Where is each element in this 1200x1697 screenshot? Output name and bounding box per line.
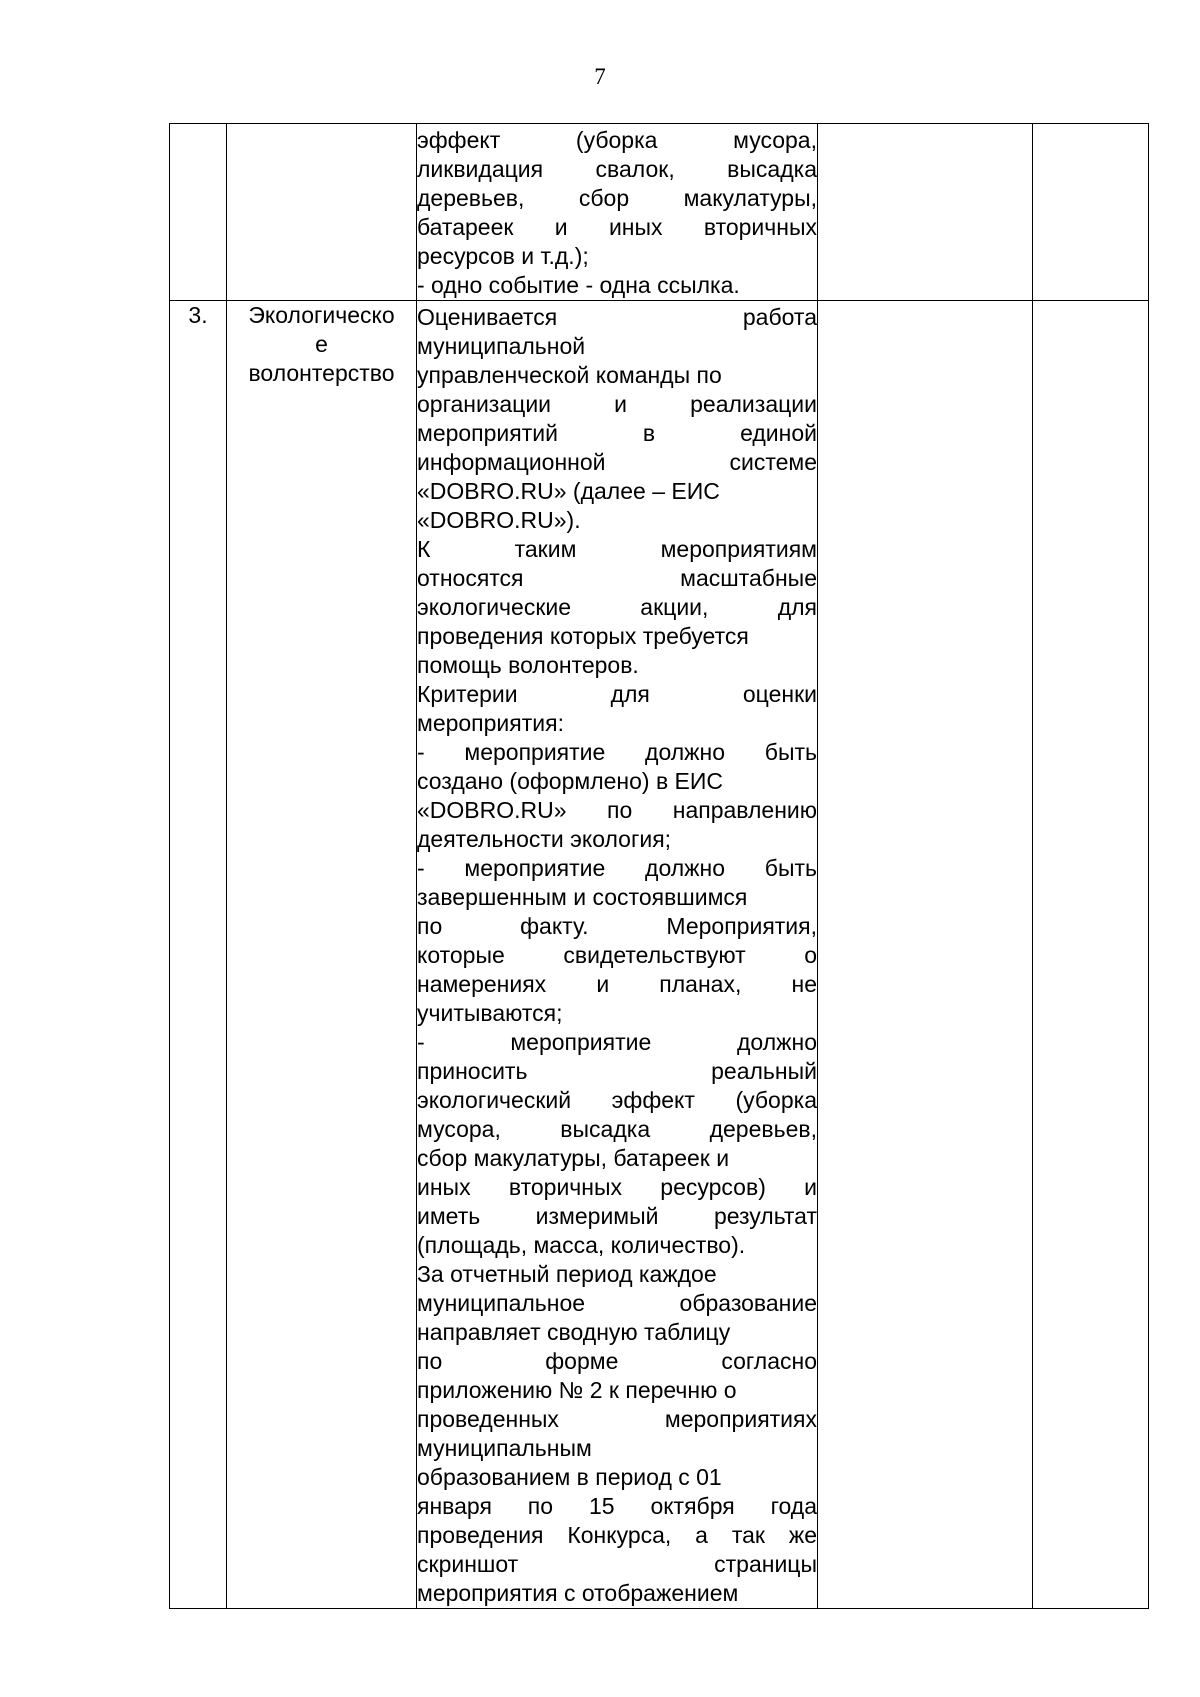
text-line: «DOBRO.RU»). xyxy=(417,507,581,533)
text-line: мусора, высадка деревьев, xyxy=(417,1116,817,1142)
row-number-cell xyxy=(170,124,227,301)
text-line: создано (оформлено) в ЕИС xyxy=(417,768,724,794)
row-name-cell xyxy=(227,124,417,301)
empty-cell xyxy=(818,301,1033,1609)
text-line: (площадь, масса, количество). xyxy=(417,1232,746,1258)
text-line: мероприятия с отображением xyxy=(417,1580,739,1606)
text-line: относятся масштабные xyxy=(417,565,817,591)
text-line: «DOBRO.RU» по направлению xyxy=(417,797,817,823)
text-line: муниципальным xyxy=(417,1435,592,1461)
row-name-cell xyxy=(227,301,417,1609)
text-line: приносить реальный xyxy=(417,1058,817,1084)
row-description-cell xyxy=(417,301,818,1609)
text-line: - одно событие - одна ссылка. xyxy=(417,272,740,298)
text-line: проведения которых требуется xyxy=(417,623,749,649)
row-description-cell xyxy=(417,124,818,301)
text-line: информационной системе xyxy=(417,449,817,475)
text-line: января по 15 октября года xyxy=(417,1493,817,1519)
empty-cell xyxy=(1033,301,1149,1609)
name-line: Экологическо xyxy=(248,302,395,328)
text-line: направляет сводную таблицу xyxy=(417,1319,731,1345)
text-line: мероприятий в единой xyxy=(417,420,817,446)
text-line: деятельности экология; xyxy=(417,826,672,852)
text-line: намерениях и планах, не xyxy=(417,971,817,997)
text-line: по факту. Мероприятия, xyxy=(417,913,817,939)
text-line: сбор макулатуры, батареек и xyxy=(417,1145,730,1171)
table-row-continuation xyxy=(170,124,1149,301)
text-line: учитываются; xyxy=(417,1000,563,1026)
text-line: мероприятия: xyxy=(417,710,564,736)
table-row-3 xyxy=(170,301,1149,1609)
text-line: проведения Конкурса, а так же xyxy=(417,1522,817,1548)
empty-cell xyxy=(1033,124,1149,301)
text-line: батареек и иных вторичных xyxy=(417,214,817,240)
text-line: ликвидация свалок, высадка xyxy=(417,156,817,182)
name-line: волонтерство xyxy=(248,360,395,386)
text-line: управленческой команды по xyxy=(417,362,722,388)
text-line: которые свидетельствуют о xyxy=(417,942,817,968)
text-line: - мероприятие должно быть xyxy=(417,739,817,765)
text-line: иных вторичных ресурсов) и xyxy=(417,1174,817,1200)
text-line: эффект (уборка мусора, xyxy=(417,127,817,153)
text-line: иметь измеримый результат xyxy=(417,1203,817,1229)
text-line: муниципальной xyxy=(417,333,586,359)
text-line: помощь волонтеров. xyxy=(417,652,639,678)
text-line: «DOBRO.RU» (далее – ЕИС xyxy=(417,478,720,504)
text-line: проведенных мероприятиях xyxy=(417,1406,817,1432)
row-number-cell: 3. xyxy=(170,301,227,1609)
text-line: - мероприятие должно xyxy=(417,1029,817,1055)
text-line: деревьев, сбор макулатуры, xyxy=(417,185,817,211)
text-line: За отчетный период каждое xyxy=(417,1261,717,1287)
text-line: экологические акции, для xyxy=(417,594,817,620)
text-line: К таким мероприятиям xyxy=(417,536,817,562)
text-line: Критерии для оценки xyxy=(417,681,817,707)
text-line: экологический эффект (уборка xyxy=(417,1087,817,1113)
text-line: Оценивается работа xyxy=(417,304,817,330)
text-line: ресурсов и т.д.); xyxy=(417,243,589,269)
text-line: - мероприятие должно быть xyxy=(417,855,817,881)
empty-cell xyxy=(818,124,1033,301)
text-line: образованием в период с 01 xyxy=(417,1464,722,1490)
text-line: завершенным и состоявшимся xyxy=(417,884,748,910)
text-line: муниципальное образование xyxy=(417,1290,817,1316)
text-line: приложению № 2 к перечню о xyxy=(417,1377,737,1403)
text-line: организации и реализации xyxy=(417,391,817,417)
page-number: 7 xyxy=(594,64,606,89)
criteria-table xyxy=(169,123,1149,1609)
name-line: е xyxy=(315,331,328,357)
text-line: скриншот страницы xyxy=(417,1551,817,1577)
text-line: по форме согласно xyxy=(417,1348,817,1374)
